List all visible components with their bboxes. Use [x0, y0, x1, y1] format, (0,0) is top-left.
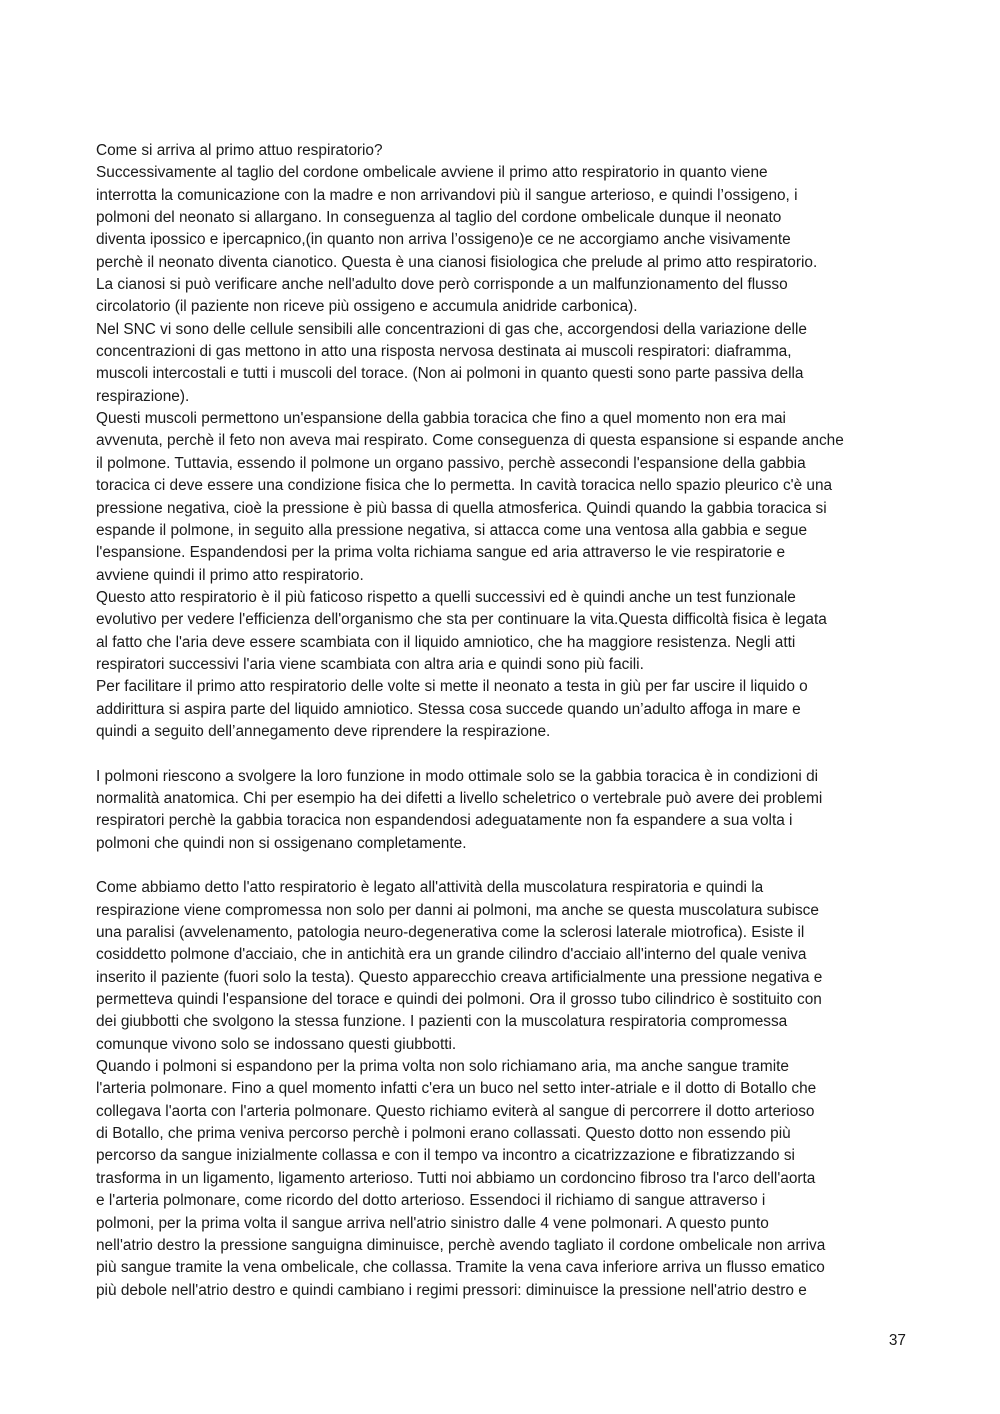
body-text: [96, 140, 908, 1302]
paragraph-respiratory-muscles: Come abbiamo detto l'atto respiratorio è legato all'attività della muscolatura respiratoria e quindi la respirazione viene compromessa non solo per danni ai polmoni, ma anche se questa muscolatura subisce una paralisi (avvelenamento, patologia neuro-degenerativa come la sclerosi laterale miotrofica). Esiste il cosiddetto polmone d'acciaio, che in antichità era un grande cilindro d'acciaio all'interno del quale veniva inserito il paziente (fuori solo la testa). Questo apparecchio creava artificialmente una pressione negativa e permetteva quindi l'espansione del torace e quindi dei polmoni. Ora il grosso tubo cilindrico è sostituito con dei giubbotti che svolgono la stessa funzione. I pazienti con la muscolatura respiratoria compromessa comunque vivono solo se indossano questi giubbotti. Quando i polmoni si espandono per la prima volta non solo richiamano aria, ma anche sangue tramite l'arteria polmonare. Fino a quel momento infatti c'era un buco nel setto inter-atriale e il dotto di Botallo che collegava l'aorta con l'arteria polmonare. Questo richiamo eviterà al sangue di percorrere il dotto arterioso di Botallo, che prima veniva percorso perchè i polmoni erano collassati. Questo dotto non essendo più percorso da sangue inizialmente collassa e con il tempo va incontro a cicatrizzazione e fibratizzando si trasforma in un ligamento, ligamento arterioso. Tutti noi abbiamo un cordoncino fibroso tra l'arco dell'aorta e l'arteria polmonare, come ricordo del dotto arterioso. Essendoci il richiamo di sangue attraverso i polmoni, per la prima volta il sangue arriva nell'atrio sinistro dalle 4 vene polmonari. A questo punto nell'atrio destro la pressione sanguigna diminuisce, perchè avendo tagliato il cordone ombelicale non arriva più sangue tramite la vena ombelicale, che collassa. Tramite la vena cava inferiore arriva un flusso ematico più debole nell'atrio destro e quindi cambiano i regimi pressori: diminuisce la pressione nell'atrio destro e: [96, 879, 826, 1299]
page-number: 37: [888, 1332, 906, 1349]
paragraph-spacer: [96, 855, 908, 877]
paragraph-first-breath: Come si arriva al primo attuo respiratorio? Successivamente al taglio del cordone ombelicale avviene il primo atto respiratorio in quanto viene interrotta la comunicazione con la madre e non arrivandovi più il sangue arterioso, e quindi l’ossigeno, i polmoni del neonato si allargano. In conseguenza al taglio del cordone ombelicale dunque il neonato diventa ipossico e ipercapnico,(in quanto non arriva l’ossigeno)e ce ne accorgiamo anche visivamente perchè il neonato diventa cianotico. Questa è una cianosi fisiologica che prelude al primo atto respiratorio. La cianosi si può verificare anche nell'adulto dove però corrisponde a un malfunzionamento del flusso circolatorio (il paziente non riceve più ossigeno e accumula anidride carbonica). Nel SNC vi sono delle cellule sensibili alle concentrazioni di gas che, accorgendosi della variazione delle concentrazioni di gas mettono in atto una risposta nervosa destinata ai muscoli respiratori: diaframma, muscoli intercostali e tutti i muscoli del torace. (Non ai polmoni in quanto questi sono parte passiva della respirazione). Questi muscoli permettono un'espansione della gabbia toracica che fino a quel momento non era mai avvenuta, perchè il feto non aveva mai respirato. Come conseguenza di questa espansione si espande anche il polmone. Tuttavia, essendo il polmone un organo passivo, perchè assecondi l'espansione della gabbia toracica ci deve essere una condizione fisica che lo permetta. In cavità toracica nello spazio pleurico c'è una pressione negativa, cioè la pressione è più bassa di quella atmosferica. Quindi quando la gabbia toracica si espande il polmone, in seguito alla pressione negativa, si attacca come una ventosa alla gabbia e segue l'espansione. Espandendosi per la prima volta richiama sangue ed aria attraverso le vie respiratorie e avviene quindi il primo atto respiratorio. Questo atto respiratorio è il più faticoso rispetto a quelli successivi ed è quindi anche un test funzionale evolutivo per vedere l'efficienza dell'organismo che sta per continuare la vita.Questa difficoltà fisica è legata al fatto che l'aria deve essere scambiata con il liquido amniotico, che ha maggiore resistenza. Negli atti respiratori successivi l'aria viene scambiata con altra aria e quindi sono più facili. Per facilitare il primo atto respiratorio delle volte si mette il neonato a testa in giù per far uscire il liquido o addirittura si aspira parte del liquido amniotico. Stessa cosa succede quando un’adulto affoga in mare e quindi a seguito dell’annegamento deve riprendere la respirazione.: [96, 142, 844, 740]
paragraph-thoracic-cage: I polmoni riescono a svolgere la loro funzione in modo ottimale solo se la gabbia toracica è in condizioni di normalità anatomica. Chi per esempio ha dei difetti a livello scheletrico o vertebrale può avere dei problemi respiratori perchè la gabbia toracica non espandendosi adeguatamente non fa espandere a sua volta i polmoni che quindi non si ossigenano completamente.: [96, 767, 823, 852]
paragraph-spacer: [96, 743, 908, 765]
